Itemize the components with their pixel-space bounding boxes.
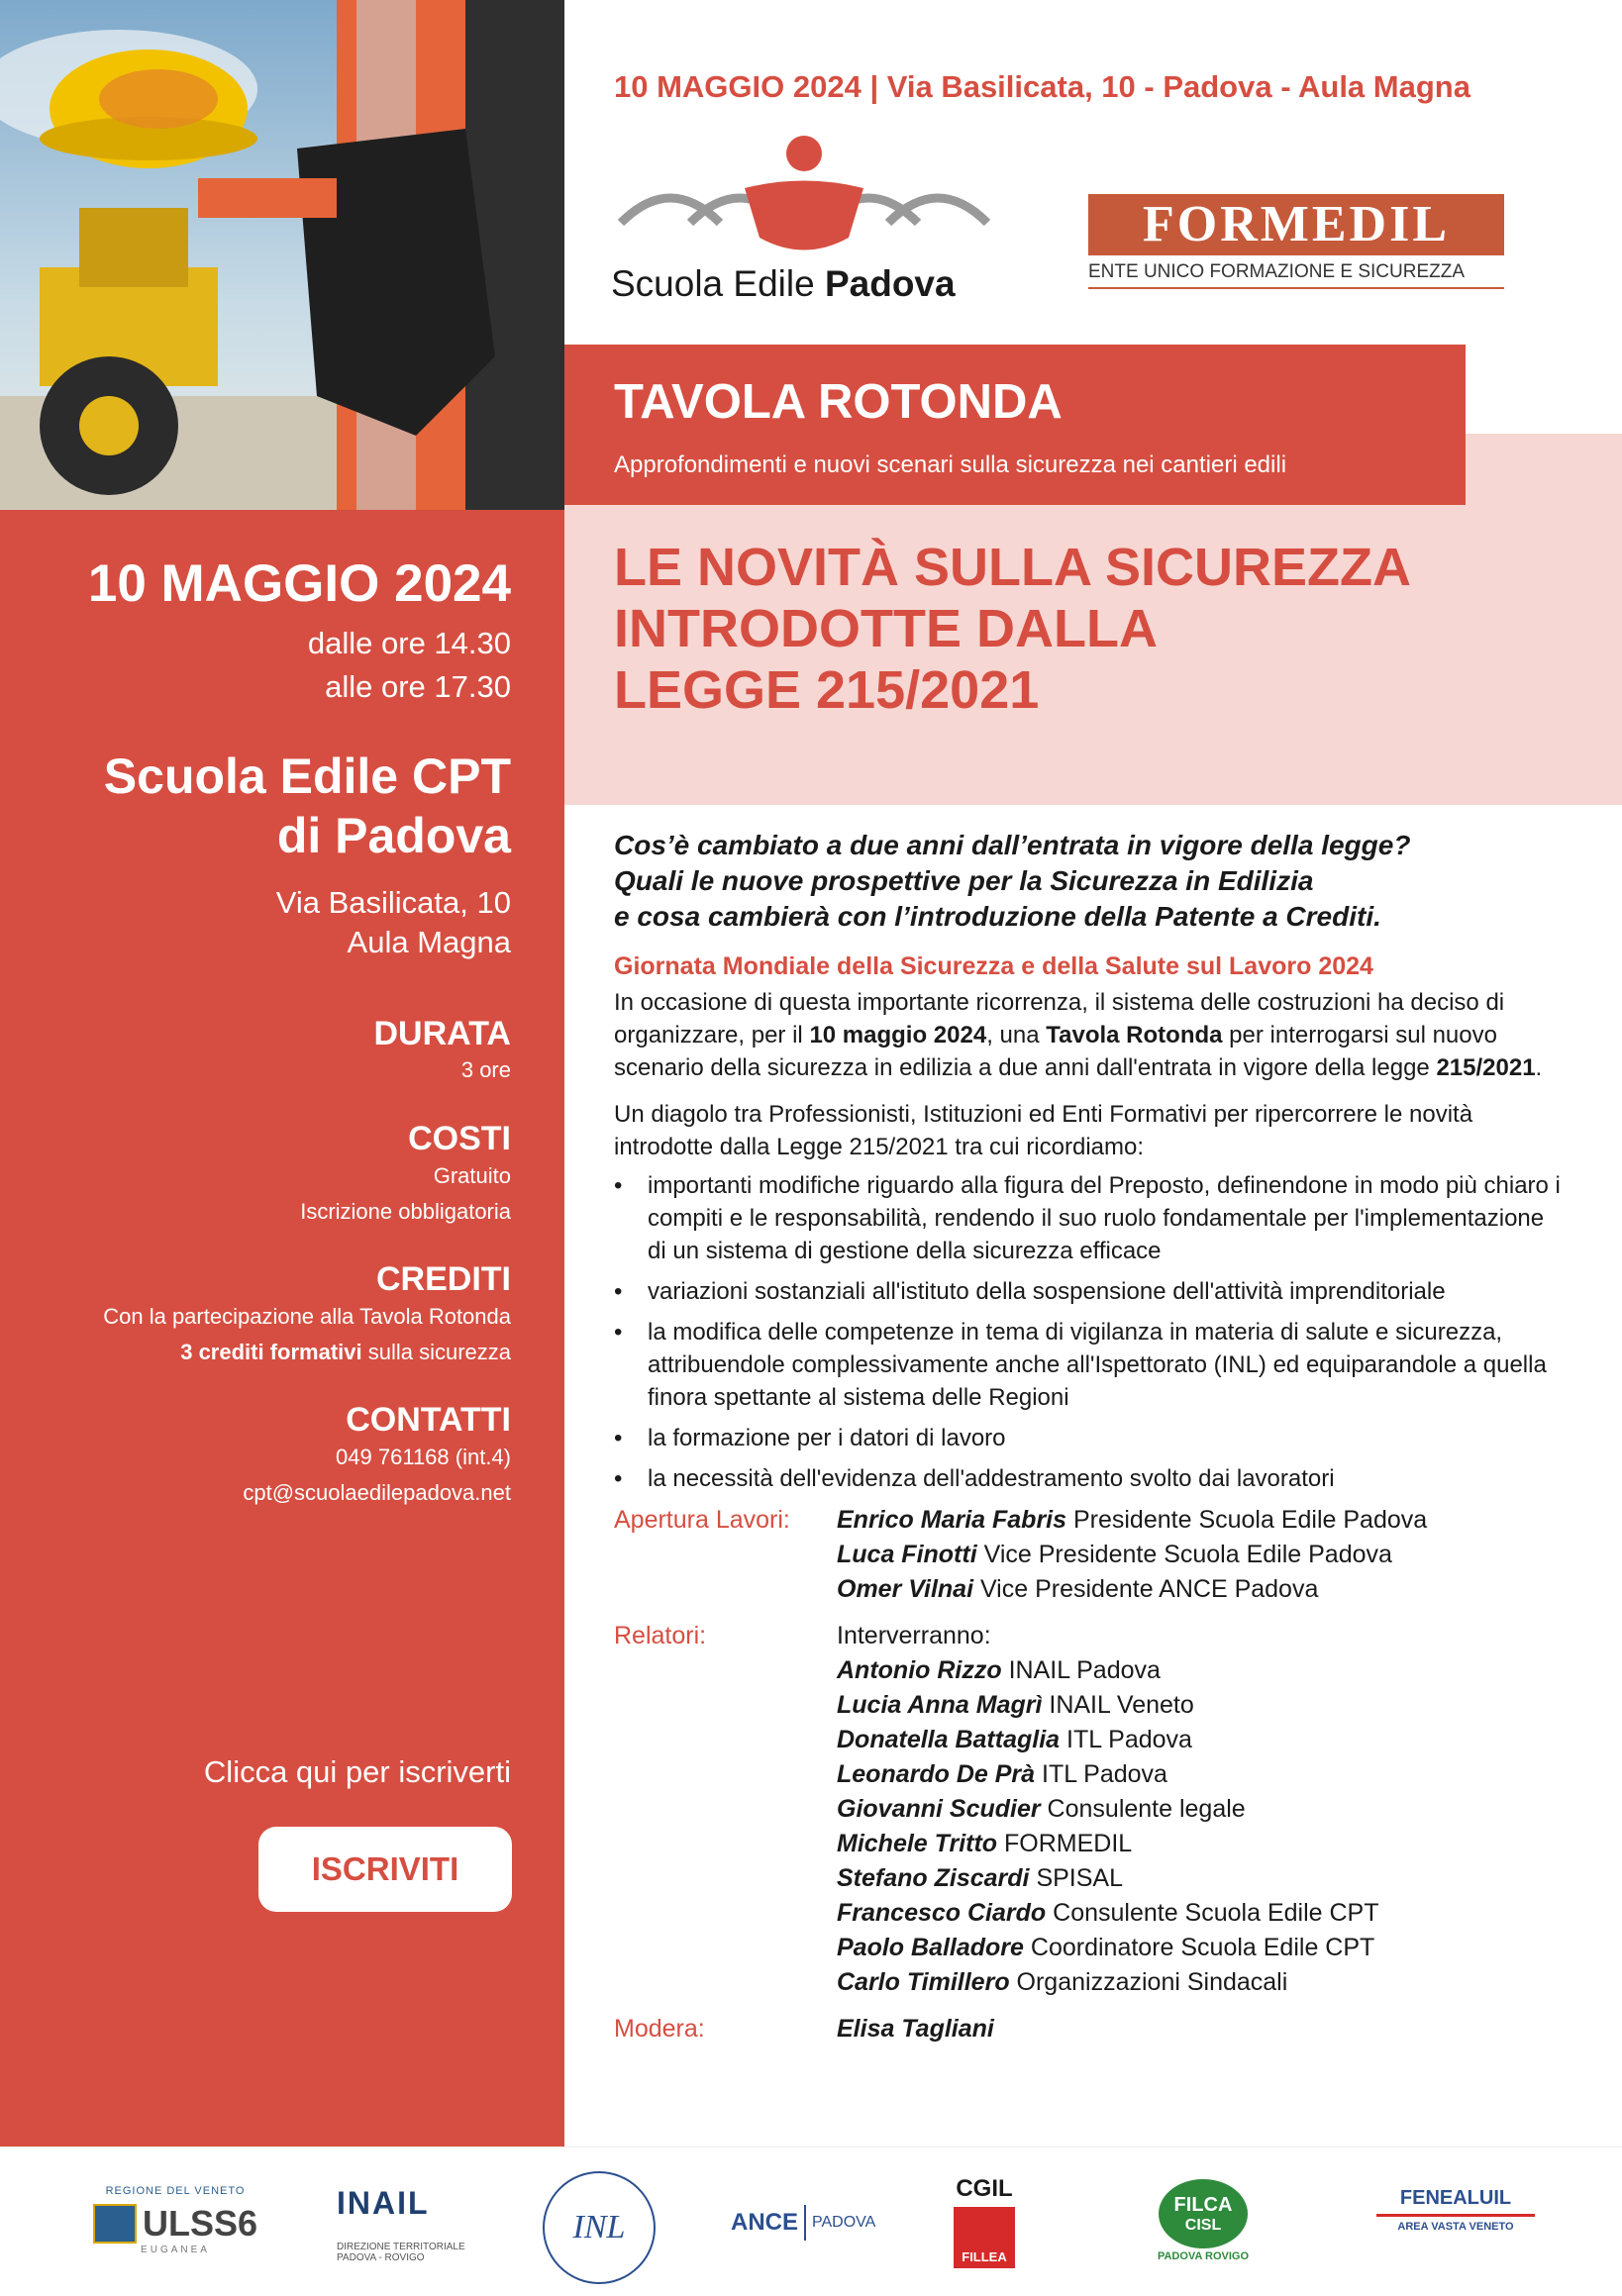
speaker-role: Consulente Scuola Edile CPT — [1046, 1899, 1379, 1927]
speaker-role: SPISAL — [1029, 1864, 1123, 1892]
crediti-text: Con la partecipazione alla Tavola Rotonda — [103, 1304, 511, 1329]
ance-city: PADOVA — [812, 2214, 876, 2231]
durata-label: DURATA — [373, 1015, 511, 1052]
speaker-row — [837, 1503, 1427, 1538]
paragraph-1 — [614, 986, 1565, 1084]
relatori-label: Relatori: — [614, 1622, 707, 1649]
speaker-name: Donatella Battaglia — [837, 1726, 1061, 1753]
list-item: • la formazione per i datori di lavoro — [614, 1422, 1565, 1454]
moderator-name: Elisa Tagliani — [837, 2015, 994, 2043]
event-date: 10 MAGGIO 2024 — [87, 554, 511, 613]
speaker-row — [837, 1538, 1427, 1572]
tavola-rotonda-banner — [564, 345, 1466, 505]
costi-label: COSTI — [408, 1120, 511, 1157]
banner-subtitle: Approfondimenti e nuovi scenari sulla sicurezza nei cantieri edili — [614, 451, 1287, 478]
ulss-sub: EUGANEA — [141, 2245, 210, 2255]
speaker-name: Enrico Maria Fabris — [837, 1506, 1067, 1534]
p1-text: , una — [986, 1022, 1047, 1048]
inl-letters: INL — [572, 2209, 626, 2246]
costi-value: Gratuito — [433, 1163, 511, 1188]
iscriviti-button[interactable]: ISCRIVITI — [258, 1827, 512, 1912]
speaker-row — [837, 1723, 1378, 1757]
headline-line: LE NOVITÀ SULLA SICUREZZA — [614, 538, 1411, 597]
filca-city: PADOVA ROVIGO — [1157, 2250, 1250, 2262]
modera-label: Modera: — [614, 2015, 705, 2043]
feneal-uil-logo — [1367, 2187, 1545, 2233]
speaker-name: Francesco Ciardo — [837, 1899, 1047, 1927]
speaker-name: Stefano Ziscardi — [837, 1864, 1030, 1892]
apertura-label: Apertura Lavori: — [614, 1506, 790, 1534]
cgil-name: CGIL — [956, 2175, 1013, 2202]
time-end: alle ore 17.30 — [325, 669, 511, 704]
headline-line: INTRODOTTE DALLA — [614, 599, 1158, 658]
speaker-row — [837, 1792, 1378, 1827]
apertura-list — [837, 1503, 1427, 1607]
main-headline — [614, 537, 1411, 721]
ance-logo — [731, 2205, 875, 2241]
inail-sub: PADOVA - ROVIGO — [337, 2252, 425, 2263]
speaker-role: Organizzazioni Sindacali — [1009, 1968, 1288, 1996]
relatori-list — [837, 1619, 1378, 2000]
giornata-heading: Giornata Mondiale della Sicurezza e della Salute sul Lavoro 2024 — [614, 952, 1373, 980]
formedil-logo — [1088, 194, 1504, 289]
costi-note: Iscrizione obbligatoria — [300, 1199, 511, 1224]
feneal-name: FENEALUIL — [1399, 2187, 1512, 2209]
cgil-fillea-logo — [949, 2175, 1020, 2268]
intro-question: Quali le nuove prospettive per la Sicurezza in Edilizia — [614, 865, 1314, 896]
inail-name: INAIL — [337, 2185, 430, 2221]
speaker-row — [837, 1931, 1378, 1965]
speaker-name: Giovanni Scudier — [837, 1795, 1041, 1823]
hero-photo — [0, 0, 564, 510]
list-item: • variazioni sostanziali all'istituto della sospensione dell'attività imprenditoriale — [614, 1275, 1565, 1308]
speaker-role: Presidente Scuola Edile Padova — [1066, 1506, 1428, 1534]
novita-list — [614, 1169, 1565, 1495]
speaker-role: Coordinatore Scuola Edile CPT — [1023, 1934, 1375, 1961]
filca-circle — [1159, 2179, 1248, 2248]
venue-address: Via Basilicata, 10 — [275, 885, 511, 920]
ance-name: ANCE — [731, 2209, 799, 2236]
list-item: • la necessità dell'evidenza dell'addestramento svolto dai lavoratori — [614, 1462, 1565, 1495]
speaker-name: Michele Tritto — [837, 1830, 998, 1857]
filca-name: FILCA — [1173, 2193, 1233, 2216]
venue-name: Scuola Edile CPT — [103, 749, 511, 804]
p1-text: per interrogarsi sul nuovo scenario della sicurezza in edilizia a due anni dall'entrata in vigore della legge — [614, 1022, 1497, 1081]
ulss-region: REGIONE DEL VENETO — [105, 2185, 246, 2197]
inail-logo — [337, 2185, 475, 2263]
scuola-edile-logo — [611, 134, 997, 312]
speaker-name: Omer Vilnai — [837, 1575, 974, 1603]
ulss-name: ULSS6 — [142, 2203, 258, 2244]
cisl-name: CISL — [1184, 2216, 1222, 2234]
banner-title: TAVOLA ROTONDA — [614, 375, 1063, 429]
venue-room: Aula Magna — [347, 925, 511, 959]
main-content — [614, 828, 1565, 2046]
speaker-row — [837, 1572, 1427, 1607]
p1-event: Tavola Rotonda — [1046, 1022, 1223, 1048]
crediti-rest: sulla sicurezza — [361, 1340, 511, 1364]
speaker-name: Leonardo De Prà — [837, 1760, 1036, 1788]
speaker-row — [837, 1653, 1378, 1688]
crediti-label: CREDITI — [376, 1260, 511, 1298]
formedil-title: FORMEDIL — [1088, 194, 1504, 255]
time-start: dalle ore 14.30 — [307, 626, 511, 660]
speaker-role: Vice Presidente Scuola Edile Padova — [976, 1541, 1392, 1568]
speaker-row — [837, 1688, 1378, 1723]
speaker-role: ITL Padova — [1060, 1726, 1192, 1753]
crediti-bold: 3 crediti formativi — [180, 1340, 362, 1364]
durata-value: 3 ore — [460, 1057, 511, 1082]
sidebar-content — [40, 554, 511, 1511]
p1-law: 215/2021 — [1436, 1054, 1536, 1081]
contact-phone[interactable]: 049 761168 (int.4) — [336, 1445, 511, 1469]
list-item: • importanti modifiche riguardo alla figura del Preposto, definendone in modo più chiaro i compiti e le responsabilità, rendendo il suo ruolo fondamentale per l'implementazione di un sistema di gestione della sicurezza efficace — [614, 1169, 1565, 1267]
cta-text[interactable]: Clicca qui per iscriverti — [203, 1754, 511, 1789]
speaker-role: FORMEDIL — [997, 1830, 1133, 1857]
crediti-detail — [40, 1335, 511, 1370]
speaker-name: Luca Finotti — [837, 1541, 977, 1568]
speaker-name: Lucia Anna Magrì — [837, 1691, 1043, 1719]
p1-date: 10 maggio 2024 — [809, 1022, 987, 1048]
formedil-subtitle: ENTE UNICO FORMAZIONE E SICUREZZA — [1088, 255, 1504, 289]
speaker-row — [837, 1757, 1378, 1792]
speaker-role: Vice Presidente ANCE Padova — [973, 1575, 1319, 1603]
inail-sub: DIREZIONE TERRITORIALE — [337, 2242, 465, 2252]
feneal-sub: AREA VASTA VENETO — [1397, 2221, 1514, 2233]
speaker-name: Antonio Rizzo — [837, 1656, 1002, 1684]
apertura-section — [614, 1503, 1565, 1607]
contact-email[interactable]: cpt@scuolaedilepadova.net — [243, 1480, 511, 1505]
list-item: • la modifica delle competenze in tema di vigilanza in materia di salute e sicurezza, attribuendole complessivamente anche all'Ispettorato (INL) ed equiparandole a quella finora spettante al sistema delle Regioni — [614, 1316, 1565, 1414]
fillea-name: FILLEA — [962, 2249, 1007, 2264]
relatori-intro: Interverranno: — [837, 1622, 991, 1649]
ulss6-logo — [91, 2185, 259, 2255]
p1-text: In occasione di questa importante ricorrenza, il sistema delle costruzioni ha deciso di organizzare, per il — [614, 989, 1505, 1048]
modera-section — [614, 2012, 1565, 2046]
speaker-name: Paolo Balladore — [837, 1934, 1024, 1961]
filca-cisl-logo — [1154, 2179, 1253, 2262]
speaker-row — [837, 1965, 1378, 2000]
speaker-name: Carlo Timillero — [837, 1968, 1010, 1996]
speaker-role: Consulente legale — [1040, 1795, 1246, 1823]
intro-question: Cos’è cambiato a due anni dall’entrata in vigore della legge? — [614, 830, 1411, 860]
inl-seal-logo — [543, 2171, 656, 2284]
scuola-edile-text: Scuola Edile — [611, 263, 825, 304]
speaker-row — [837, 1896, 1378, 1931]
event-info-line: 10 MAGGIO 2024 | Via Basilicata, 10 - Padova - Aula Magna — [614, 69, 1470, 104]
p1-text: . — [1535, 1054, 1543, 1081]
scuola-edile-padova-text: Padova — [824, 263, 956, 304]
speaker-role: INAIL Padova — [1001, 1656, 1161, 1684]
veneto-lion-icon — [93, 2204, 137, 2244]
venue-city: di Padova — [276, 808, 511, 863]
speaker-row — [837, 1827, 1378, 1861]
partner-logos — [0, 2146, 1622, 2296]
speaker-row — [837, 1861, 1378, 1896]
intro-questions — [614, 828, 1565, 935]
relatori-section — [614, 1619, 1565, 2000]
fillea-box — [954, 2207, 1015, 2268]
paragraph-2: Un diagolo tra Professionisti, Istituzioni ed Enti Formativi per ripercorrere le novità introdotte dalla Legge 215/2021 tra cui ricordiamo: — [614, 1101, 1473, 1160]
speaker-role: INAIL Veneto — [1042, 1691, 1194, 1719]
program — [614, 1503, 1565, 2046]
contatti-label: CONTATTI — [346, 1401, 511, 1439]
speaker-role: ITL Padova — [1035, 1760, 1167, 1788]
intro-question: e cosa cambierà con l’introduzione della Patente a Crediti. — [614, 901, 1381, 932]
headline-line: LEGGE 215/2021 — [614, 660, 1040, 720]
